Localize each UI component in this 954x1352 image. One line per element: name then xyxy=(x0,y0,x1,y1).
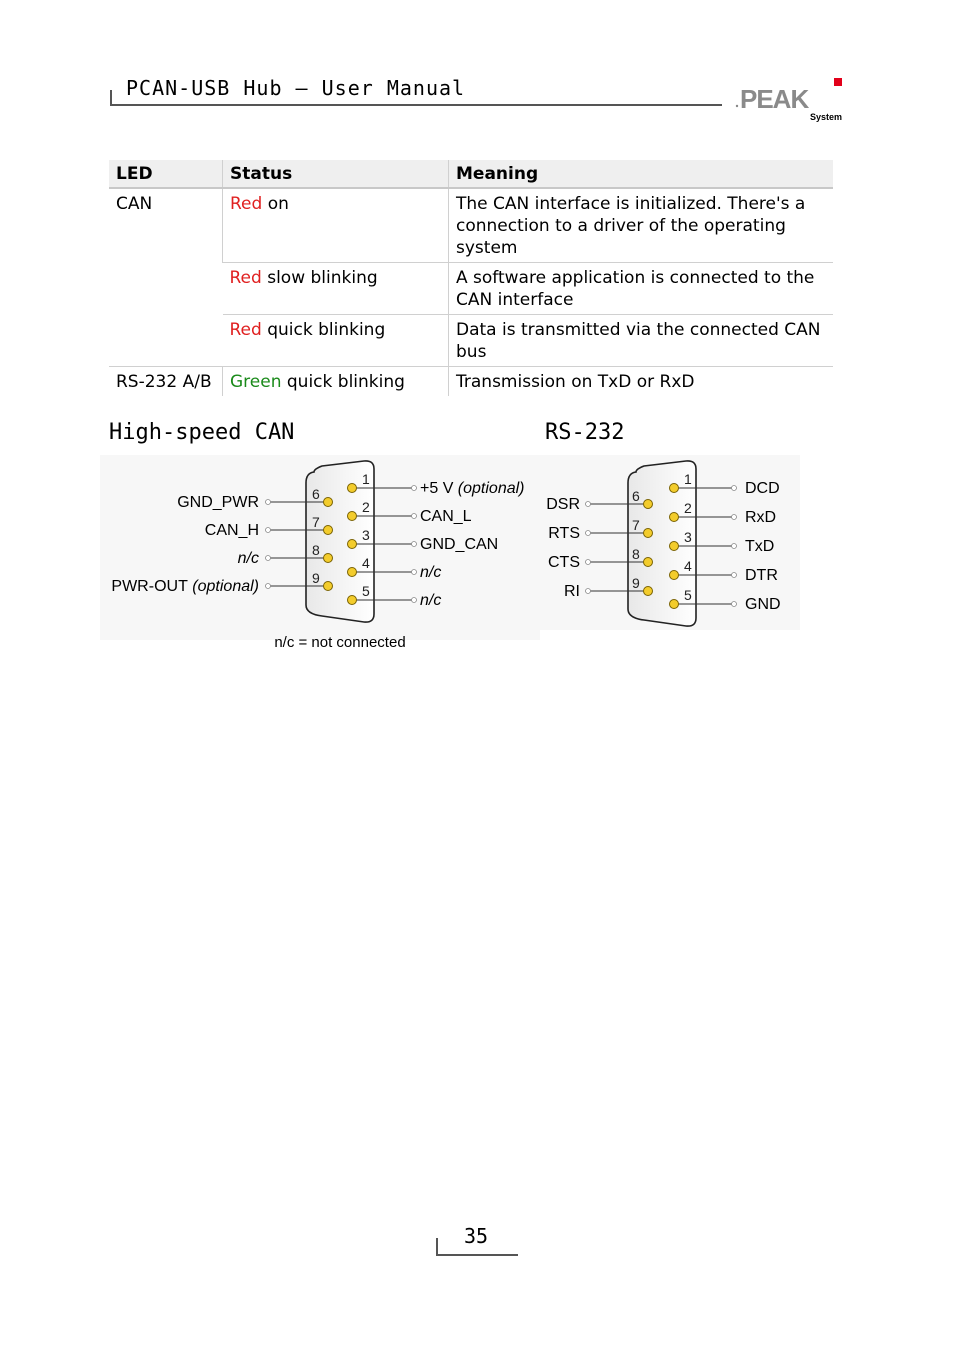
status-cell xyxy=(223,367,449,397)
pin-signal-note: (optional) xyxy=(187,578,259,595)
pin-number: 4 xyxy=(362,555,370,571)
table-row xyxy=(109,188,833,263)
pin-contact xyxy=(324,582,333,591)
pin-signal: GND_PWR xyxy=(177,494,259,511)
pin-signal: CTS xyxy=(548,554,580,571)
pin-contact xyxy=(324,554,333,563)
status-text: quick blinking xyxy=(281,372,405,392)
rs232-pinout-diagram xyxy=(540,455,800,640)
pin-label xyxy=(420,536,498,553)
terminal-dot xyxy=(732,515,737,520)
pin-contact xyxy=(348,596,357,605)
pin-contact xyxy=(670,600,679,609)
pin-signal: CAN_L xyxy=(420,508,472,525)
pin-contact xyxy=(670,571,679,580)
pin-number: 6 xyxy=(312,486,320,502)
column-header-led: LED xyxy=(109,160,223,188)
terminal-dot xyxy=(586,502,591,507)
led-cell: CAN xyxy=(116,194,153,214)
terminal-dot xyxy=(412,598,417,603)
terminal-dot xyxy=(266,528,271,533)
pin-label xyxy=(420,480,525,497)
meaning-cell: Data is transmitted via the connected CAN bus xyxy=(449,315,834,367)
terminal-dot xyxy=(586,560,591,565)
pin-contact xyxy=(348,540,357,549)
pin-label xyxy=(745,509,776,526)
pin-contact xyxy=(670,513,679,522)
pin-signal: DCD xyxy=(745,480,780,497)
status-cell xyxy=(223,188,449,263)
column-header-status: Status xyxy=(223,160,449,188)
pin-signal: +5 V xyxy=(420,480,454,497)
terminal-dot xyxy=(412,514,417,519)
pin-contact xyxy=(348,568,357,577)
pin-label xyxy=(548,525,580,542)
terminal-dot xyxy=(732,573,737,578)
pin-number: 2 xyxy=(684,500,692,516)
terminal-dot xyxy=(266,500,271,505)
pin-label xyxy=(745,567,778,584)
footer-rule xyxy=(436,1254,518,1256)
pin-number: 7 xyxy=(312,514,320,530)
pin-label xyxy=(238,550,259,567)
terminal-dot xyxy=(732,602,737,607)
terminal-dot xyxy=(586,589,591,594)
status-color-word: Red xyxy=(230,194,263,214)
status-cell xyxy=(223,263,449,315)
status-text: slow blinking xyxy=(261,268,378,288)
pin-number: 2 xyxy=(362,499,370,515)
pin-signal: TxD xyxy=(745,538,775,555)
pin-label xyxy=(177,494,259,511)
pin-label xyxy=(205,522,259,539)
meaning-cell: A software application is connected to the CAN interface xyxy=(449,263,834,315)
pin-number: 4 xyxy=(684,558,692,574)
pin-contact xyxy=(670,542,679,551)
pin-contact xyxy=(670,484,679,493)
pin-contact xyxy=(348,512,357,521)
document-title: PCAN-USB Hub – User Manual xyxy=(126,76,466,100)
pin-contact xyxy=(644,500,653,509)
pin-signal: DSR xyxy=(546,496,580,513)
pin-signal: GND_CAN xyxy=(420,536,499,553)
meaning-cell: Transmission on TxD or RxD xyxy=(449,367,834,397)
pin-contact xyxy=(324,498,333,507)
terminal-dot xyxy=(266,556,271,561)
terminal-dot xyxy=(586,531,591,536)
pin-number: 7 xyxy=(632,517,640,533)
status-text: on xyxy=(262,194,289,214)
status-color-word: Red xyxy=(229,268,262,288)
table-header-row xyxy=(109,160,833,188)
pin-number: 5 xyxy=(684,587,692,603)
terminal-dot xyxy=(266,584,271,589)
status-text: quick blinking xyxy=(261,320,386,340)
high-speed-can-title: High-speed CAN xyxy=(109,420,295,445)
pin-label xyxy=(548,554,580,571)
pin-signal: n/c xyxy=(420,564,442,581)
page-number: 35 xyxy=(464,1224,489,1248)
pin-contact xyxy=(644,558,653,567)
status-color-word: Green xyxy=(230,372,282,392)
terminal-dot xyxy=(412,570,417,575)
not-connected-note: n/c = not connected xyxy=(274,634,406,651)
pin-number: 8 xyxy=(632,546,640,562)
pin-signal: n/c xyxy=(237,550,259,567)
pin-number: 9 xyxy=(632,575,640,591)
terminal-dot xyxy=(732,486,737,491)
column-header-meaning: Meaning xyxy=(449,160,834,188)
logo-subtext: System xyxy=(810,112,843,122)
status-color-word: Red xyxy=(229,320,262,340)
terminal-dot xyxy=(732,544,737,549)
pin-number: 8 xyxy=(312,542,320,558)
terminal-dot xyxy=(412,542,417,547)
rs232-title: RS-232 xyxy=(545,420,625,445)
pin-signal: RI xyxy=(564,583,580,600)
pin-label xyxy=(745,480,780,497)
pin-number: 3 xyxy=(362,527,370,543)
pin-signal: PWR-OUT xyxy=(111,578,188,595)
logo-text: PEAK xyxy=(740,84,809,114)
pin-number: 9 xyxy=(312,570,320,586)
pin-signal: RxD xyxy=(745,509,777,526)
logo-accent-square xyxy=(834,78,842,86)
pin-label xyxy=(745,538,774,555)
status-cell xyxy=(223,315,449,367)
pin-signal-note: (optional) xyxy=(453,480,525,497)
pin-number: 3 xyxy=(684,529,692,545)
led-cell: RS-232 A/B xyxy=(109,367,223,397)
pin-signal: RTS xyxy=(548,525,580,542)
header-rule xyxy=(110,104,722,106)
pin-contact xyxy=(644,587,653,596)
peak-system-logo xyxy=(734,78,846,124)
pin-number: 1 xyxy=(684,471,692,487)
pin-number: 5 xyxy=(362,583,370,599)
table-row xyxy=(109,367,833,397)
pin-label xyxy=(111,578,259,595)
pin-number: 6 xyxy=(632,488,640,504)
pin-signal: n/c xyxy=(420,592,442,609)
pin-number: 1 xyxy=(362,471,370,487)
pin-label xyxy=(420,564,441,581)
pin-label xyxy=(420,508,472,525)
led-status-table xyxy=(109,160,833,396)
high-speed-can-pinout-diagram xyxy=(100,455,540,660)
pin-contact xyxy=(324,526,333,535)
pin-label xyxy=(745,596,781,613)
meaning-cell: The CAN interface is initialized. There's a connection to a driver of the operating system xyxy=(449,188,834,263)
pin-label xyxy=(564,583,580,600)
pin-signal: GND xyxy=(745,596,781,613)
pin-signal: CAN_H xyxy=(204,522,259,539)
pin-signal: DTR xyxy=(745,567,778,584)
pin-label xyxy=(420,592,441,609)
pin-label xyxy=(546,496,580,513)
terminal-dot xyxy=(412,486,417,491)
pin-contact xyxy=(348,484,357,493)
pin-contact xyxy=(644,529,653,538)
